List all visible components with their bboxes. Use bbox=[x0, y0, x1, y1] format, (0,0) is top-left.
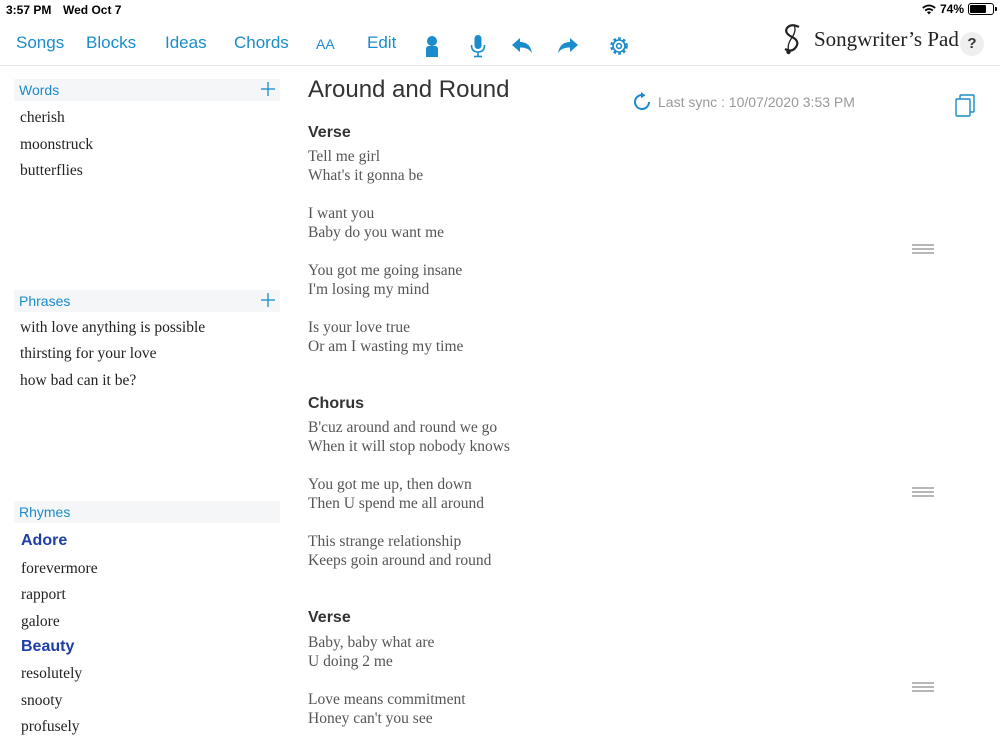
add-word-icon[interactable] bbox=[260, 81, 276, 97]
toolbar bbox=[0, 22, 1000, 66]
rhyme-key-word[interactable]: Beauty bbox=[21, 638, 75, 655]
stanza[interactable] bbox=[308, 418, 510, 456]
microphone-icon[interactable] bbox=[466, 34, 490, 58]
lyric-line: You got me going insane bbox=[308, 262, 463, 279]
songwriters-pad-logo-icon bbox=[780, 22, 806, 56]
status-date: Wed Oct 7 bbox=[63, 3, 122, 17]
rhyme-item[interactable]: resolutely bbox=[21, 665, 83, 682]
stanza[interactable] bbox=[308, 532, 491, 570]
lyric-line: U doing 2 me bbox=[308, 653, 393, 670]
last-sync-text: Last sync : 10/07/2020 3:53 PM bbox=[658, 94, 855, 110]
status-indicators bbox=[922, 2, 994, 16]
lyric-line: Baby, baby what are bbox=[308, 634, 435, 651]
rhymes-section-title: Rhymes bbox=[19, 504, 71, 520]
lyric-line: Tell me girl bbox=[308, 148, 381, 165]
undo-icon[interactable] bbox=[510, 34, 534, 58]
songs-button[interactable]: Songs bbox=[16, 33, 65, 52]
rhymes-section-header bbox=[14, 501, 280, 523]
lyric-line: Or am I wasting my time bbox=[308, 338, 464, 355]
battery-level bbox=[970, 5, 986, 13]
lyric-line: You got me up, then down bbox=[308, 476, 472, 493]
stanza[interactable] bbox=[308, 204, 444, 242]
word-item[interactable]: moonstruck bbox=[20, 136, 94, 153]
font-size-button[interactable] bbox=[316, 36, 335, 52]
gear-icon[interactable] bbox=[607, 34, 631, 58]
stanza[interactable] bbox=[308, 147, 423, 185]
phrase-item[interactable]: how bad can it be? bbox=[20, 372, 137, 389]
rhyme-item[interactable]: galore bbox=[21, 613, 60, 630]
rhyme-item[interactable]: forevermore bbox=[21, 560, 98, 577]
edit-button[interactable]: Edit bbox=[367, 33, 397, 52]
redo-icon[interactable] bbox=[556, 34, 580, 58]
sync-icon bbox=[632, 92, 652, 112]
lyric-line: Baby do you want me bbox=[308, 224, 445, 241]
block-drag-handle[interactable] bbox=[912, 244, 934, 254]
lyric-line: Then U spend me all around bbox=[308, 495, 485, 512]
lyric-line: I want you bbox=[308, 205, 375, 222]
stanza[interactable] bbox=[308, 261, 462, 299]
brand bbox=[780, 22, 959, 56]
stanza[interactable] bbox=[308, 690, 466, 728]
status-bar bbox=[0, 0, 1000, 20]
word-item[interactable]: cherish bbox=[20, 109, 65, 126]
lyric-line: Is your love true bbox=[308, 319, 411, 336]
blocks-button[interactable]: Blocks bbox=[86, 33, 137, 52]
phrase-item[interactable]: with love anything is possible bbox=[20, 319, 206, 336]
words-section-header bbox=[14, 79, 280, 101]
help-button[interactable]: ? bbox=[960, 32, 984, 56]
sidebar bbox=[0, 66, 290, 750]
chords-button[interactable]: Chords bbox=[234, 33, 289, 52]
block-label-chorus: Chorus bbox=[308, 395, 364, 412]
song-editor bbox=[290, 66, 1000, 750]
lyric-line: This strange relationship bbox=[308, 533, 462, 550]
ideas-button[interactable]: Ideas bbox=[165, 33, 207, 52]
block-label-verse: Verse bbox=[308, 609, 351, 626]
song-title[interactable]: Around and Round bbox=[308, 76, 510, 103]
lyric-line: Love means commitment bbox=[308, 691, 466, 708]
add-phrase-icon[interactable] bbox=[260, 292, 276, 308]
battery-percentage: 74% bbox=[939, 2, 964, 16]
lyric-line: Honey can't you see bbox=[308, 710, 433, 727]
phrases-section-title: Phrases bbox=[19, 293, 71, 309]
lyric-line: When it will stop nobody knows bbox=[308, 438, 510, 455]
lyric-line: Keeps goin around and round bbox=[308, 552, 492, 569]
stanza[interactable] bbox=[308, 633, 434, 671]
lyric-line: I'm losing my mind bbox=[308, 281, 430, 298]
phrases-section-header bbox=[14, 290, 280, 312]
rhyme-item[interactable]: rapport bbox=[21, 586, 66, 603]
words-section-title: Words bbox=[19, 82, 60, 98]
brand-name: Songwriter’s Pad bbox=[814, 26, 959, 51]
word-item[interactable]: butterflies bbox=[20, 162, 83, 179]
rhyme-key-word[interactable]: Adore bbox=[21, 532, 68, 549]
battery-icon bbox=[968, 3, 994, 15]
person-icon[interactable] bbox=[420, 34, 444, 58]
stanza[interactable] bbox=[308, 318, 463, 356]
font-size-label: AA bbox=[316, 36, 335, 52]
phrase-item[interactable]: thirsting for your love bbox=[20, 345, 157, 362]
sync-status[interactable] bbox=[632, 92, 855, 112]
rhyme-item[interactable]: snooty bbox=[21, 692, 63, 709]
rhyme-item[interactable]: profusely bbox=[21, 718, 80, 735]
block-label-verse: Verse bbox=[308, 124, 351, 141]
status-time: 3:57 PM bbox=[6, 3, 52, 17]
block-drag-handle[interactable] bbox=[912, 487, 934, 497]
lyric-line: B'cuz around and round we go bbox=[308, 419, 498, 436]
copy-icon[interactable] bbox=[954, 94, 976, 118]
wifi-icon bbox=[922, 4, 936, 15]
lyric-line: What's it gonna be bbox=[308, 167, 424, 184]
stanza[interactable] bbox=[308, 475, 484, 513]
block-drag-handle[interactable] bbox=[912, 682, 934, 692]
